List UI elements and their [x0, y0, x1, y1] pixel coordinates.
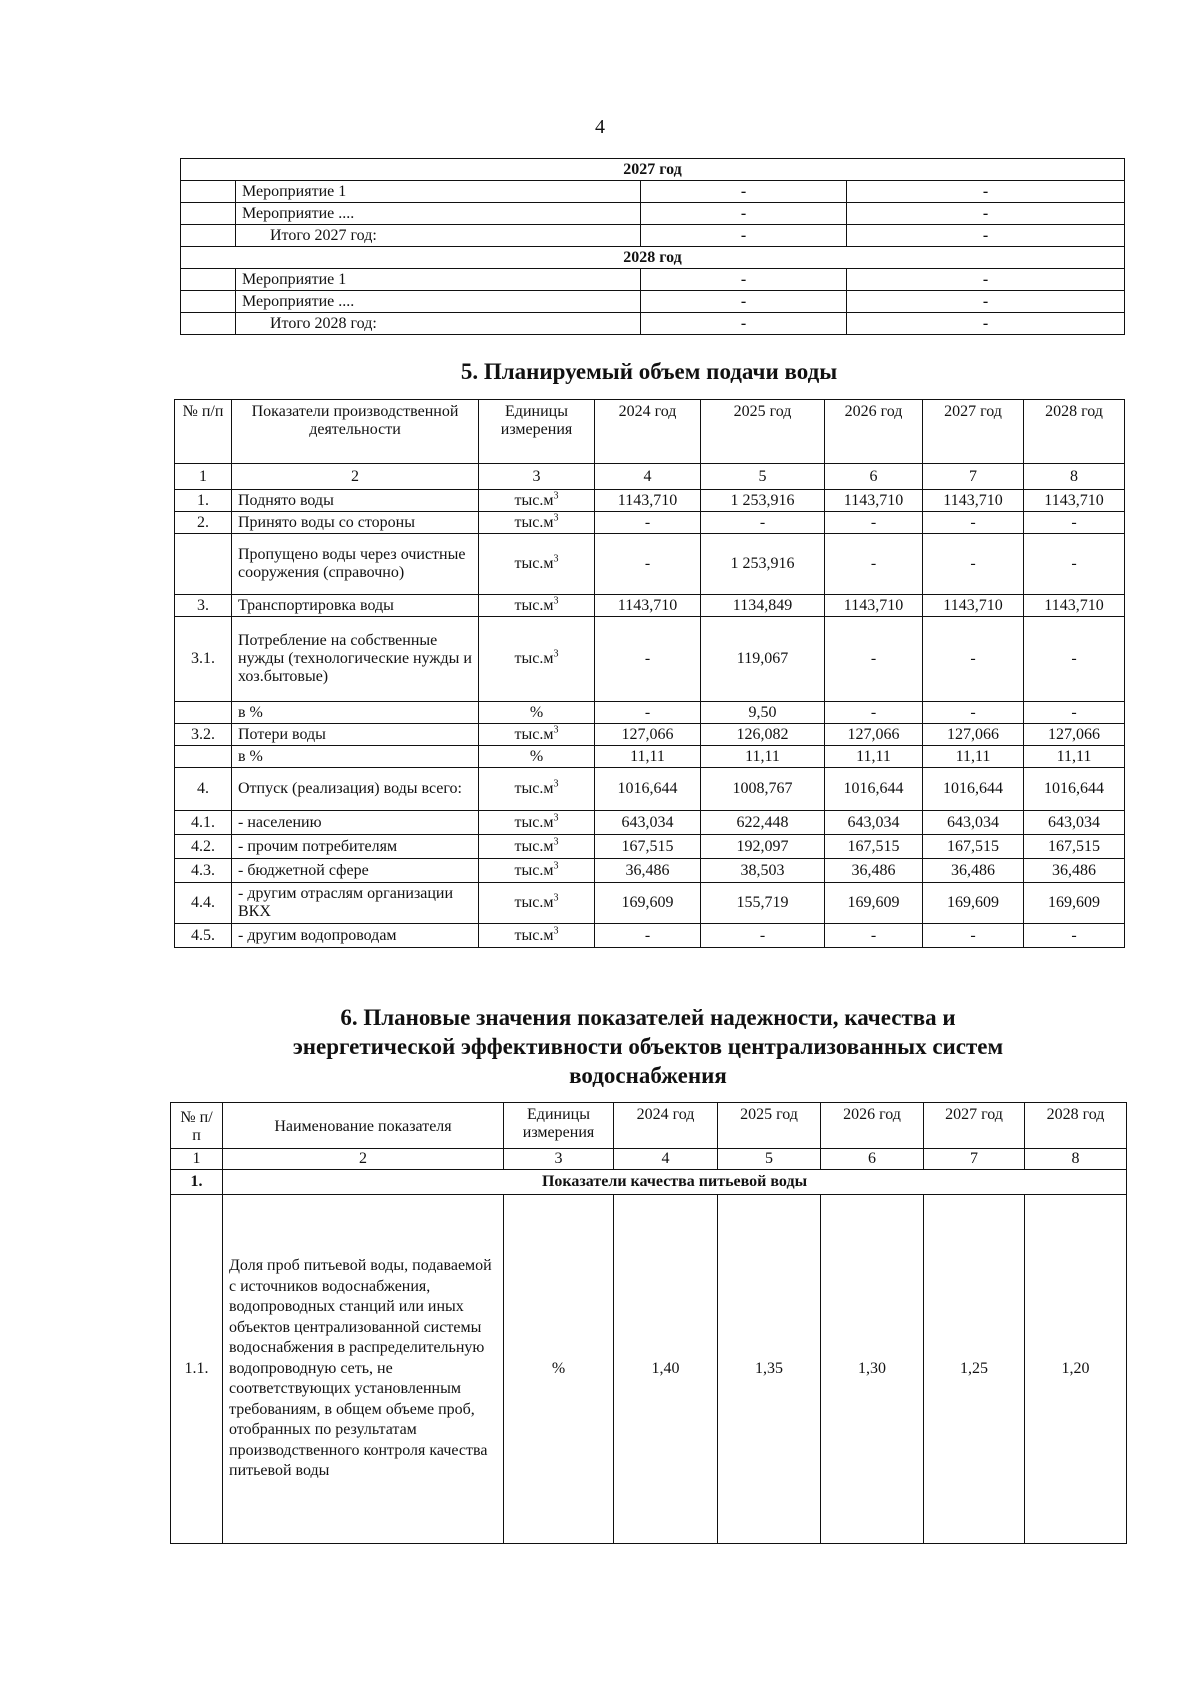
row-unit: $тыс.м^3$ [479, 534, 595, 595]
column-number: 4 [614, 1149, 718, 1170]
row-unit: $тыс.м^3$ [479, 768, 595, 811]
event-num-cell [181, 181, 236, 203]
row-indicator: Поднято воды [232, 490, 479, 512]
year-header: 2028 год [181, 247, 1125, 269]
event-value: - [847, 181, 1125, 203]
row-number: 3.2. [175, 724, 232, 746]
row-value: 127,066 [923, 724, 1024, 746]
row-value: 1008,767 [701, 768, 825, 811]
event-value: - [847, 313, 1125, 335]
event-value: - [641, 313, 847, 335]
column-number-row [171, 1149, 1127, 1170]
event-num-cell [181, 313, 236, 335]
unit-superscript: 3 [553, 724, 559, 736]
row-value: - [923, 924, 1024, 948]
row-value: 1143,710 [1024, 595, 1125, 617]
event-row [181, 269, 1125, 291]
row-unit: $тыс.м^3$ [479, 490, 595, 512]
row-indicator: Пропущено воды через очистные сооружения (справочно) [232, 534, 479, 595]
group-title: Показатели качества питьевой воды [223, 1170, 1127, 1195]
event-value: - [641, 203, 847, 225]
row-value: 167,515 [1024, 835, 1125, 859]
row-indicator: Потребление на собственные нужды (технологические нужды и хоз.бытовые) [232, 617, 479, 702]
event-name: Мероприятие 1 [236, 181, 641, 203]
event-value: - [641, 225, 847, 247]
unit-superscript: 3 [553, 812, 559, 824]
row-value: - [1024, 924, 1125, 948]
row-number [175, 702, 232, 724]
row-indicator: - другим отраслям организации ВКХ [232, 883, 479, 924]
column-number: 8 [1025, 1149, 1127, 1170]
row-indicator: в % [232, 746, 479, 768]
row-value: - [923, 534, 1024, 595]
row-unit: % [504, 1195, 614, 1544]
event-name: Итого 2027 год: [236, 225, 641, 247]
column-number: 1 [175, 464, 232, 490]
event-row [181, 203, 1125, 225]
row-indicator: Доля проб питьевой воды, подаваемой с источников водоснабжения, водопроводных станций или иных объектов централизованной системы водоснабжения в распределительную водопроводную сеть, не соответствующих установленным требованиям, в общем объеме проб, отобранных по результатам производственного контроля качества питьевой воды [223, 1195, 504, 1544]
row-number: 4.4. [175, 883, 232, 924]
column-number: 2 [223, 1149, 504, 1170]
unit-superscript: 3 [553, 490, 559, 502]
row-value: 1143,710 [923, 490, 1024, 512]
unit-superscript: 3 [553, 892, 559, 904]
row-value: 169,609 [595, 883, 701, 924]
row-value: 643,034 [1024, 811, 1125, 835]
indicators-table [170, 1102, 1127, 1544]
page-number: 4 [595, 116, 605, 138]
group-number: 1. [171, 1170, 223, 1195]
row-number: 3.1. [175, 617, 232, 702]
unit-superscript: 3 [553, 925, 559, 937]
row-value: 11,11 [701, 746, 825, 768]
column-number: 6 [825, 464, 923, 490]
row-value: 167,515 [923, 835, 1024, 859]
row-value: - [1024, 512, 1125, 534]
table-row [175, 490, 1125, 512]
event-value: - [847, 291, 1125, 313]
row-value: 643,034 [923, 811, 1024, 835]
row-value: 169,609 [1024, 883, 1125, 924]
row-value: 1143,710 [1024, 490, 1125, 512]
row-value: 36,486 [595, 859, 701, 883]
row-value: 11,11 [1024, 746, 1125, 768]
column-number: 5 [701, 464, 825, 490]
table-row [175, 746, 1125, 768]
event-num-cell [181, 225, 236, 247]
row-unit: % [479, 702, 595, 724]
column-number: 3 [504, 1149, 614, 1170]
row-unit: % [479, 746, 595, 768]
table-header-row [171, 1103, 1127, 1149]
table-row [175, 702, 1125, 724]
row-value: 11,11 [923, 746, 1024, 768]
row-value: - [825, 702, 923, 724]
column-header: 2024 год [595, 400, 701, 464]
event-row [181, 181, 1125, 203]
row-value: 1143,710 [595, 595, 701, 617]
row-value: 643,034 [595, 811, 701, 835]
row-value: - [595, 924, 701, 948]
row-value: 1143,710 [825, 595, 923, 617]
row-value: - [1024, 702, 1125, 724]
row-value: 1143,710 [825, 490, 923, 512]
unit-superscript: 3 [553, 860, 559, 872]
row-value: 155,719 [701, 883, 825, 924]
row-value: - [701, 512, 825, 534]
column-header: 2026 год [825, 400, 923, 464]
row-value: 36,486 [1024, 859, 1125, 883]
event-row [181, 313, 1125, 335]
column-header: 2026 год [821, 1103, 924, 1149]
table-header-row [175, 400, 1125, 464]
event-name: Мероприятие .... [236, 203, 641, 225]
column-number: 8 [1024, 464, 1125, 490]
row-value: - [595, 702, 701, 724]
row-value: - [825, 924, 923, 948]
event-num-cell [181, 291, 236, 313]
row-value: - [701, 924, 825, 948]
event-num-cell [181, 203, 236, 225]
table-row [175, 617, 1125, 702]
row-value: 169,609 [923, 883, 1024, 924]
column-header: 2028 год [1024, 400, 1125, 464]
year-header-row [181, 159, 1125, 181]
row-value: 1,40 [614, 1195, 718, 1544]
column-number: 5 [718, 1149, 821, 1170]
row-value: - [595, 534, 701, 595]
column-number: 1 [171, 1149, 223, 1170]
row-value: 36,486 [825, 859, 923, 883]
row-value: 1143,710 [595, 490, 701, 512]
row-indicator: - прочим потребителям [232, 835, 479, 859]
row-value: 1 253,916 [701, 534, 825, 595]
column-number: 7 [924, 1149, 1025, 1170]
row-value: 127,066 [595, 724, 701, 746]
event-value: - [641, 269, 847, 291]
column-header: 2024 год [614, 1103, 718, 1149]
section5-title: 5. Планируемый объем подачи воды [460, 359, 838, 384]
row-value: 1143,710 [923, 595, 1024, 617]
unit-superscript: 3 [553, 595, 559, 607]
row-value: 1016,644 [923, 768, 1024, 811]
table-row [175, 835, 1125, 859]
event-value: - [847, 269, 1125, 291]
row-value: 167,515 [825, 835, 923, 859]
table-row [175, 724, 1125, 746]
unit-superscript: 3 [553, 836, 559, 848]
row-number: 3. [175, 595, 232, 617]
row-number: 2. [175, 512, 232, 534]
row-value: 1016,644 [1024, 768, 1125, 811]
section6-title-line1: 6. Плановые значения показателей надежности, качества и [340, 1005, 956, 1030]
row-unit: $тыс.м^3$ [479, 512, 595, 534]
row-value: 1,30 [821, 1195, 924, 1544]
column-number: 6 [821, 1149, 924, 1170]
events-table [180, 158, 1125, 335]
row-value: 11,11 [595, 746, 701, 768]
row-value: - [923, 617, 1024, 702]
row-value: - [825, 534, 923, 595]
row-indicator: Потери воды [232, 724, 479, 746]
water-supply-table [174, 399, 1125, 948]
column-header: 2027 год [924, 1103, 1025, 1149]
row-indicator: Отпуск (реализация) воды всего: [232, 768, 479, 811]
column-header: № п/п [175, 400, 232, 464]
event-value: - [847, 225, 1125, 247]
column-header: Единицы измерения [479, 400, 595, 464]
row-number: 4.5. [175, 924, 232, 948]
row-value: - [595, 617, 701, 702]
row-value: - [825, 512, 923, 534]
table-row [175, 768, 1125, 811]
column-header: Показатели производственной деятельности [232, 400, 479, 464]
section6-title-line2: энергетической эффективности объектов централизованных систем [292, 1034, 1004, 1059]
unit-superscript: 3 [553, 553, 559, 565]
event-value: - [641, 181, 847, 203]
row-number: 1. [175, 490, 232, 512]
unit-superscript: 3 [553, 648, 559, 660]
column-header: Единицы измерения [504, 1103, 614, 1149]
row-number: 4.1. [175, 811, 232, 835]
table-row [175, 883, 1125, 924]
event-name: Мероприятие .... [236, 291, 641, 313]
column-number: 3 [479, 464, 595, 490]
column-header: 2027 год [923, 400, 1024, 464]
row-indicator: - бюджетной сфере [232, 859, 479, 883]
row-value: - [923, 512, 1024, 534]
row-value: 126,082 [701, 724, 825, 746]
row-value: - [595, 512, 701, 534]
row-value: - [923, 702, 1024, 724]
column-number: 4 [595, 464, 701, 490]
row-value: 622,448 [701, 811, 825, 835]
column-number: 7 [923, 464, 1024, 490]
row-value: 1,20 [1025, 1195, 1127, 1544]
row-value: - [825, 617, 923, 702]
row-value: 36,486 [923, 859, 1024, 883]
column-number-row [175, 464, 1125, 490]
event-row [181, 291, 1125, 313]
row-value: 167,515 [595, 835, 701, 859]
group-row [171, 1170, 1127, 1195]
row-number: 1.1. [171, 1195, 223, 1544]
row-value: 119,067 [701, 617, 825, 702]
column-header: 2025 год [718, 1103, 821, 1149]
row-indicator: - населению [232, 811, 479, 835]
row-value: 1,35 [718, 1195, 821, 1544]
row-number: 4.2. [175, 835, 232, 859]
row-value: 9,50 [701, 702, 825, 724]
row-value: - [1024, 534, 1125, 595]
row-value: 1134,849 [701, 595, 825, 617]
row-unit: $тыс.м^3$ [479, 859, 595, 883]
row-value: 127,066 [825, 724, 923, 746]
row-number: 4.3. [175, 859, 232, 883]
row-value: 11,11 [825, 746, 923, 768]
row-unit: $тыс.м^3$ [479, 595, 595, 617]
table-row [175, 924, 1125, 948]
column-header: 2028 год [1025, 1103, 1127, 1149]
event-name: Мероприятие 1 [236, 269, 641, 291]
row-unit: $тыс.м^3$ [479, 811, 595, 835]
year-header: 2027 год [181, 159, 1125, 181]
row-value: 643,034 [825, 811, 923, 835]
section6-title [170, 1003, 1126, 1090]
row-indicator: в % [232, 702, 479, 724]
row-number [175, 746, 232, 768]
row-unit: $тыс.м^3$ [479, 924, 595, 948]
row-value: - [1024, 617, 1125, 702]
event-value: - [641, 291, 847, 313]
row-unit: $тыс.м^3$ [479, 724, 595, 746]
row-unit: $тыс.м^3$ [479, 835, 595, 859]
row-value: 1016,644 [595, 768, 701, 811]
row-value: 38,503 [701, 859, 825, 883]
section6-title-line3: водоснабжения [569, 1063, 727, 1088]
event-value: - [847, 203, 1125, 225]
row-unit: $тыс.м^3$ [479, 617, 595, 702]
row-indicator: Транспортировка воды [232, 595, 479, 617]
unit-superscript: 3 [553, 512, 559, 524]
row-value: 1,25 [924, 1195, 1025, 1544]
column-header: № п/п [171, 1103, 223, 1149]
event-num-cell [181, 269, 236, 291]
row-unit: $тыс.м^3$ [479, 883, 595, 924]
table-row [175, 859, 1125, 883]
event-row [181, 225, 1125, 247]
unit-superscript: 3 [553, 778, 559, 790]
table-row [175, 595, 1125, 617]
table-row [175, 811, 1125, 835]
row-value: 127,066 [1024, 724, 1125, 746]
column-number: 2 [232, 464, 479, 490]
column-header: 2025 год [701, 400, 825, 464]
row-indicator: - другим водопроводам [232, 924, 479, 948]
table-row [175, 512, 1125, 534]
row-value: 169,609 [825, 883, 923, 924]
row-indicator: Принято воды со стороны [232, 512, 479, 534]
column-header: Наименование показателя [223, 1103, 504, 1149]
row-number [175, 534, 232, 595]
event-name: Итого 2028 год: [236, 313, 641, 335]
row-value: 192,097 [701, 835, 825, 859]
table-row [175, 534, 1125, 595]
row-number: 4. [175, 768, 232, 811]
row-value: 1016,644 [825, 768, 923, 811]
table-row [171, 1195, 1127, 1544]
row-value: 1 253,916 [701, 490, 825, 512]
year-header-row [181, 247, 1125, 269]
